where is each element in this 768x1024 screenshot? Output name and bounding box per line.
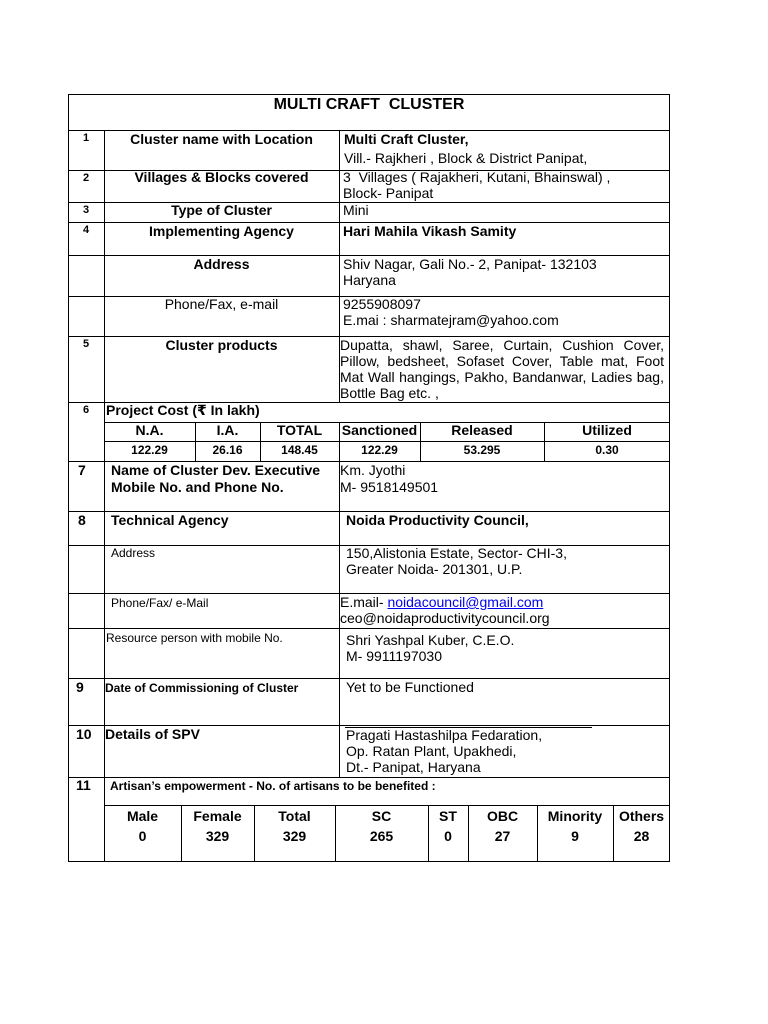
email-prefix: E.mail- [340,594,388,610]
artisan-value-sc: 265 [369,828,394,844]
cluster-name-label: Cluster name with Location [130,131,313,147]
tech-contact-label: Phone/Fax/ e-Mail [111,596,209,610]
row-number: 1 [82,132,90,144]
grid-line [68,628,670,629]
row-number: 7 [78,462,86,478]
cluster-location-value: Vill.- Rajkheri , Block & District Panipat, [344,150,588,166]
spv-line: Pragati Hastashilpa Fedaration, [346,727,543,743]
villages-blocks-label: Villages & Blocks covered [134,169,309,185]
resource-person-mobile: M- 9911197030 [346,648,442,664]
artisan-value-female: 329 [205,828,230,844]
row-number: 11 [76,777,91,793]
spv-line: Op. Ratan Plant, Upakhedi, [346,743,517,759]
cost-value-utilized: 0.30 [595,443,619,457]
resource-person-label: Resource person with mobile No. [106,631,283,645]
commissioning-date-label: Date of Commissioning of Cluster [105,681,299,695]
blocks-value: Block- Panipat [343,185,434,201]
row-number: 10 [76,726,92,742]
tech-email-alt: ceo@noidaproductivitycouncil.org [340,610,550,626]
spv-line: Dt.- Panipat, Haryana [346,759,481,775]
cost-header-na: N.A. [135,422,164,438]
tech-email-line [340,594,543,610]
artisan-header-others: Others [618,808,665,824]
row-number: 6 [82,404,90,416]
row-number: 3 [82,204,90,216]
row-number: 9 [76,679,84,695]
cluster-executive-label: Name of Cluster Dev. Executive [111,462,321,478]
agency-email-value: E.mai : sharmatejram@yahoo.com [343,312,559,328]
grid-line [68,777,670,778]
cluster-executive-name: Km. Jyothi [340,462,406,478]
artisan-value-others: 28 [633,828,650,844]
cost-value-total: 148.45 [281,443,318,457]
villages-value: 3 Villages ( Rajakheri, Kutani, Bhainswal) , [343,169,611,185]
row-number: 5 [82,338,90,350]
cost-header-utilized: Utilized [582,422,632,438]
cluster-type-value: Mini [343,202,369,218]
spv-label: Details of SPV [105,726,200,742]
row-number: 4 [82,224,90,236]
implementing-agency-label: Implementing Agency [149,223,294,239]
grid-line [68,94,670,95]
resource-person-name: Shri Yashpal Kuber, C.E.O. [346,632,515,648]
cost-value-ia: 26.16 [212,443,243,457]
cost-value-sanctioned: 122.29 [361,443,398,457]
tech-address-label: Address [111,546,156,560]
agency-contact-label: Phone/Fax, e-mail [164,296,279,312]
cost-header-ia: I.A. [216,422,239,438]
cluster-products-label: Cluster products [165,337,278,353]
email-link[interactable]: noidacouncil@gmail.com [387,594,544,610]
artisan-header-st: ST [439,808,457,824]
cost-value-na: 122.29 [131,443,168,457]
page-title: MULTI CRAFT CLUSTER [273,96,465,113]
cluster-products-value: Dupatta, shawl, Saree, Curtain, Cushion Cover, Pillow, bedsheet, Sofaset Cover, Table mat, Foot Mat Wall hangings, Pakho, Bandanwar, Ladies bag, Bottle Bag etc. , [340,337,664,401]
artisan-header-minority: Minority [547,808,603,824]
artisan-value-st: 0 [444,828,452,844]
cluster-name-value: Multi Craft Cluster, [344,131,469,147]
cost-header-released: Released [451,422,513,438]
cluster-executive-mobile: M- 9518149501 [340,479,439,495]
commissioning-date-value: Yet to be Functioned [346,679,474,695]
technical-agency-label: Technical Agency [111,512,229,528]
row-number: 8 [78,512,86,528]
artisan-header-female: Female [193,808,242,824]
artisan-header-obc: OBC [486,808,519,824]
artisan-header-male: Male [126,808,159,824]
agency-phone-value: 9255908097 [343,296,421,312]
grid-line [104,130,105,861]
cost-header-total: TOTAL [276,422,323,438]
cluster-executive-phone-label: Mobile No. and Phone No. [111,479,284,495]
grid-line [669,94,670,862]
artisan-value-minority: 9 [571,828,579,844]
artisan-empowerment-label: Artisan’s empowerment - No. of artisans to be benefited : [110,779,436,793]
row-number: 2 [82,172,90,184]
cost-header-sanctioned: Sanctioned [341,422,418,438]
artisan-header-total: Total [278,808,311,824]
grid-line [104,805,670,806]
cost-value-released: 53.295 [463,443,501,457]
agency-address-label: Address [193,256,250,272]
artisan-value-male: 0 [138,828,147,844]
grid-line [104,441,670,442]
agency-address-line: Shiv Nagar, Gali No.- 2, Panipat- 132103 [343,256,597,272]
implementing-agency-value: Hari Mahila Vikash Samity [343,223,517,239]
tech-address-line: 150,Alistonia Estate, Sector- CHI-3, [346,545,567,561]
technical-agency-value: Noida Productivity Council, [346,512,529,528]
artisan-value-obc: 27 [494,828,511,844]
agency-address-line: Haryana [343,272,396,288]
artisan-header-sc: SC [371,808,392,824]
artisan-value-total: 329 [282,828,307,844]
project-cost-label: Project Cost (₹ In lakh) [106,402,260,418]
tech-address-line: Greater Noida- 201301, U.P. [346,561,523,577]
cluster-type-label: Type of Cluster [171,202,272,218]
grid-line [68,861,670,862]
